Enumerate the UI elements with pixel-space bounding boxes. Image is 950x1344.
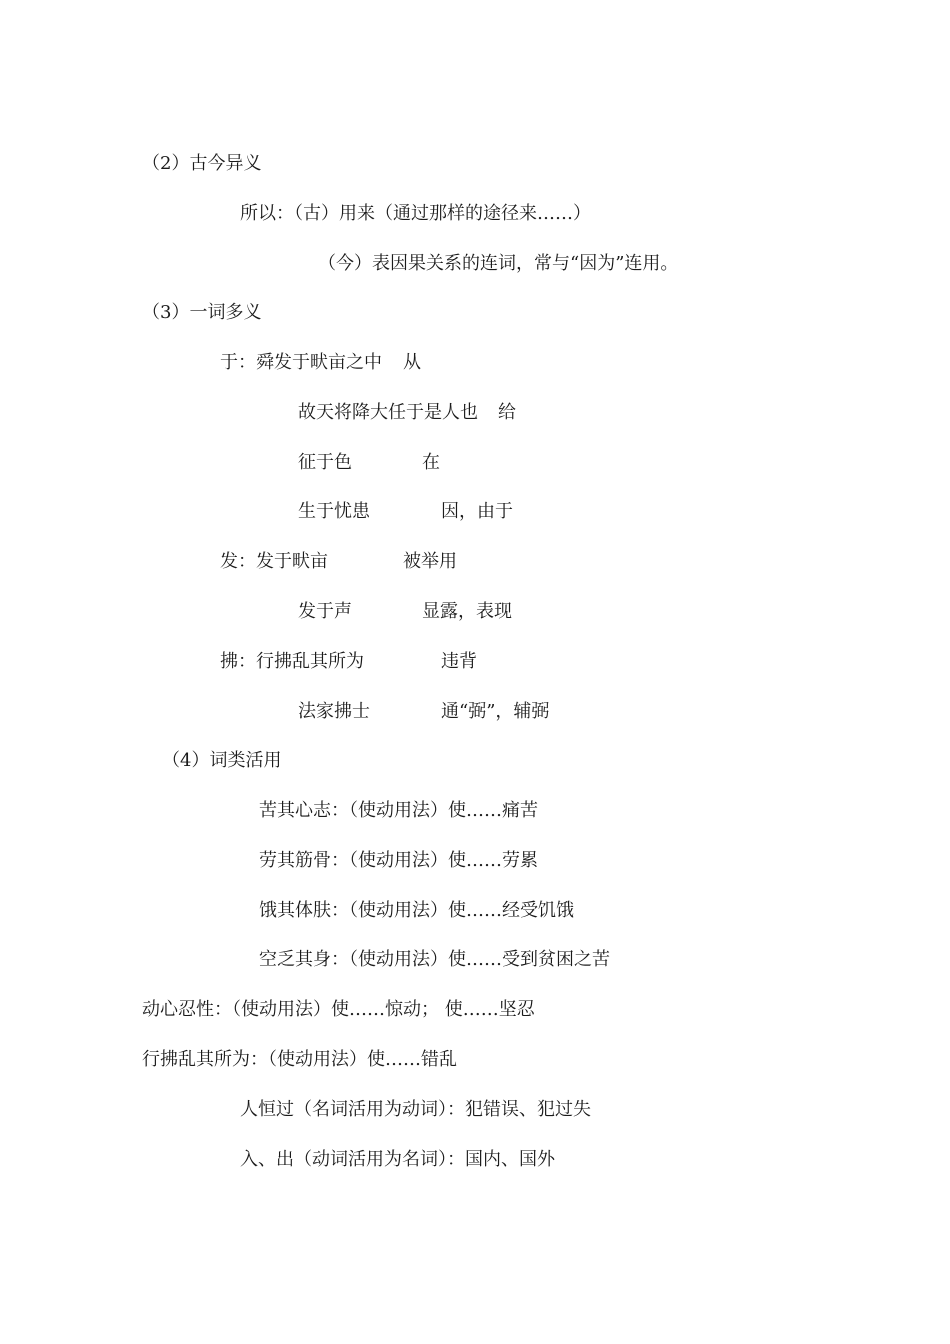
yu-example-2: 故天将降大任于是人也: [298, 402, 478, 423]
fa-example-1: 发：发于畎亩: [220, 551, 328, 572]
fu-example-2: 法家拂士: [298, 701, 370, 722]
fa-gloss-1: 被举用: [403, 551, 457, 572]
fa-gloss-2: 显露，表现: [422, 601, 512, 622]
huoyong-line-4: 空乏其身：（使动用法）使……受到贫困之苦: [259, 949, 610, 970]
fa-example-2: 发于声: [298, 601, 352, 622]
huoyong-line-1: 苦其心志：（使动用法）使……痛苦: [259, 800, 538, 821]
section-heading-cilei-huoyong: （4）词类活用: [162, 750, 282, 771]
yu-example-4: 生于忧患: [298, 501, 370, 522]
fu-gloss-2: 通“弼”，辅弼: [441, 701, 550, 722]
fu-gloss-1: 违背: [441, 651, 477, 672]
huoyong-line-3: 饿其体肤：（使动用法）使……经受饥饿: [259, 900, 574, 921]
yu-example-3: 征于色: [298, 452, 352, 473]
section-heading-yici-duoyi: （3）一词多义: [142, 302, 262, 323]
huoyong-line-6: 行拂乱其所为：（使动用法）使……错乱: [142, 1049, 457, 1070]
yu-example-1: 于：舜发于畎亩之中: [220, 352, 382, 373]
section-heading-gujin-yiyi: （2）古今异义: [142, 153, 262, 174]
yu-gloss-4: 因，由于: [441, 501, 513, 522]
yu-gloss-2: 给: [498, 402, 516, 423]
huoyong-line-2: 劳其筋骨：（使动用法）使……劳累: [259, 850, 538, 871]
yu-gloss-1: 从: [403, 352, 421, 373]
fu-example-1: 拂：行拂乱其所为: [220, 651, 364, 672]
huoyong-line-7: 人恒过（名词活用为动词）：犯错误、犯过失: [240, 1099, 591, 1120]
huoyong-line-5: 动心忍性：（使动用法）使……惊动； 使……坚忍: [142, 999, 535, 1020]
huoyong-line-8: 入、出（动词活用为名词）：国内、国外: [240, 1149, 555, 1170]
gujin-line-jin: （今）表因果关系的连词，常与“因为”连用。: [318, 253, 679, 274]
gujin-line-gu: 所以：（古）用来（通过那样的途径来……）: [240, 203, 591, 224]
yu-gloss-3: 在: [422, 452, 440, 473]
